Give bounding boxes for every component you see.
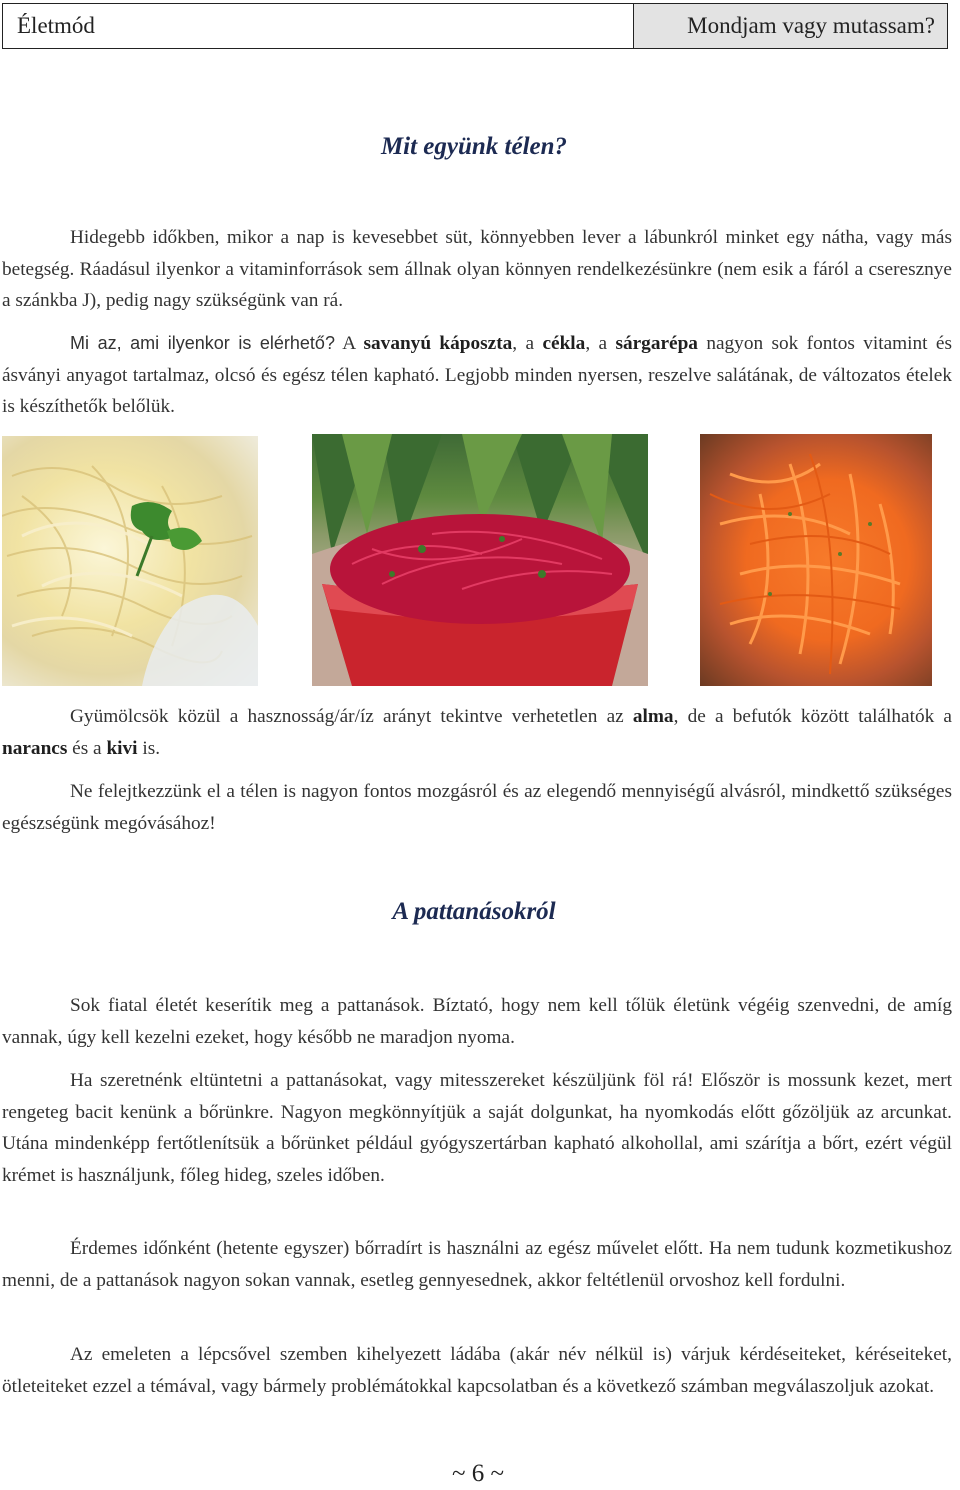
paragraph-exercise-sleep <box>2 776 952 839</box>
highlight-beetroot: cékla <box>542 333 586 354</box>
paragraph-acne-scrub <box>2 1233 952 1296</box>
highlight-carrot: sárgarépa <box>615 333 698 354</box>
paragraph-text: Érdemes időnként (hetente egyszer) bőrradírt is használni az egész művelet előtt. Ha nem tudunk kozmetikushoz menni, de a pattanások nagyon sokan vannak, esetleg gennyesednek, akkor feltétlenül orvoshoz kell fordulni. <box>2 1238 952 1291</box>
page-number: ~ 6 ~ <box>451 1460 505 1487</box>
highlight-orange: narancs <box>2 737 68 759</box>
page-header <box>2 3 948 49</box>
paragraph-text: Ha szeretnénk eltüntetni a pattanásokat, vagy mitesszereket készüljünk föl rá! Először is mossunk kezet, mert rengeteg bacit kenünk a bőrünkre. Nagyon megkönnyítjük a saját dolgunkat, ha nyomkodás előtt gőzöljük az arcunkat. Utána mindenképp fertőtlenítsük a bőrünket például gyógyszertárban kapható alkohollal, ami szárítja a bőrt, ezért végül krémet is használjunk, főleg hideg, szeles időben. <box>2 1070 952 1186</box>
highlight-sauerkraut: savanyú káposzta <box>363 333 513 354</box>
paragraph-text: Ne felejtkezzünk el a télen is nagyon fontos mozgásról és az elegendő mennyiségű alvásról, mindkettő szükséges egészségünk megóvásához! <box>2 781 952 834</box>
paragraph-acne-intro <box>2 990 952 1053</box>
header-section-name: Életmód <box>2 3 634 49</box>
paragraph-question-box <box>2 1339 952 1402</box>
carrot-salad-photo <box>700 434 932 686</box>
paragraph-text: Sok fiatal életét keserítik meg a pattanások. Bíztató, hogy nem kell tőlük életünk végéig szenvedni, de amíg vannak, úgy kell kezelni ezeket, hogy később ne maradjon nyoma. <box>2 995 952 1048</box>
article-title-acne: A pattanásokról <box>392 898 556 925</box>
highlight-apple: alma <box>632 706 674 727</box>
text-fragment: , de a befutók között találhatók a <box>673 706 952 727</box>
highlight-kiwi: kivi <box>106 737 138 759</box>
text-fragment: A <box>334 333 364 354</box>
text-fragment: , a <box>585 333 616 354</box>
text-fragment: és a <box>67 737 107 759</box>
question-text: Mi az, ami ilyenkor is elérhető? <box>70 333 335 353</box>
paragraph-winter-intro <box>2 222 952 317</box>
paragraph-acne-treatment <box>2 1065 952 1191</box>
paragraph-text: Hidegebb időkben, mikor a nap is kevesebbet süt, könnyebben lever a lábunkról minket egy nátha, vagy más betegség. Ráadásul ilyenkor a vitaminforrások sem állnak olyan könnyen rendelkezésünkre (nem esik a fáról a cseresznye a szánkba J), pedig nagy szükségünk van rá. <box>2 227 952 311</box>
text-fragment: Gyümölcsök közül a hasznosság/ár/íz arányt tekintve verhetetlen az <box>70 706 633 727</box>
article-title-winter-food: Mit együnk télen? <box>380 133 568 160</box>
beetroot-salad-photo <box>312 434 648 686</box>
paragraph-text: Az emeleten a lépcsővel szemben kihelyezett ládába (akár név nélkül is) várjuk kérdéseiteket, kéréseiteket, ötleteiteket ezzel a témával, vagy bármely problémátokkal kapcsolatban és a következő számban megválaszoljuk azokat. <box>2 1344 952 1397</box>
paragraph-winter-vegetables <box>2 328 952 423</box>
text-fragment: nagyon sok fontos vitamint és ásványi anyagot tartalmaz, olcsó és egész télen kapható. Legjobb minden nyersen, reszelve salátának, de változatos ételek is készíthetők belőlük. <box>2 333 952 417</box>
sauerkraut-photo <box>2 436 258 686</box>
text-fragment: is. <box>137 737 161 759</box>
paragraph-fruits <box>2 701 952 764</box>
header-column-name: Mondjam vagy mutassam? <box>634 3 948 49</box>
text-fragment: , a <box>512 333 543 354</box>
